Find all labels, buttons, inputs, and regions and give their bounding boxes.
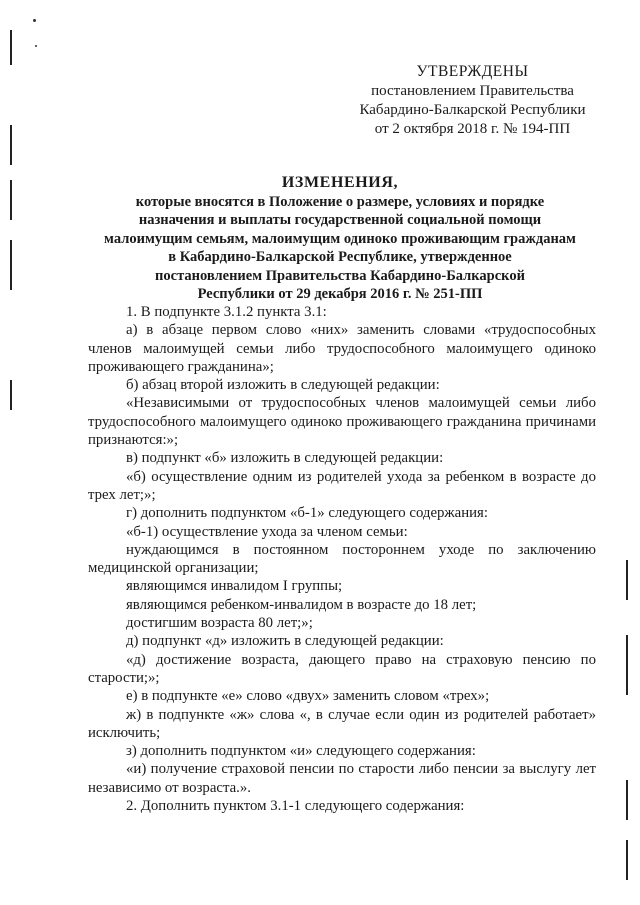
paragraph: являющимся ребенком-инвалидом в возрасте до 18 лет; <box>126 596 477 613</box>
approval-line: постановлением Правительства <box>371 83 574 99</box>
approval-heading: УТВЕРЖДЕНЫ <box>416 63 529 80</box>
scan-speck <box>35 45 37 47</box>
scan-edge-mark <box>626 635 628 695</box>
scan-edge-mark <box>626 780 628 820</box>
title-line: постановлением Правительства Кабардино-Балкарской <box>155 267 525 284</box>
scan-edge-mark <box>10 125 12 165</box>
approval-stamp-block <box>330 62 615 139</box>
title-line: назначения и выплаты государственной социальной помощи <box>138 212 542 229</box>
scan-speck <box>33 19 36 22</box>
paragraph: ж) в подпункте «ж» слова «, в случае если один из родителей работает» исключить; <box>88 706 596 741</box>
paragraph: «Независимыми от трудоспособных членов малоимущей семьи либо трудоспособного малоимущего одиноко проживающего гражданина причинами признаются:»; <box>88 395 596 449</box>
paragraph: з) дополнить подпунктом «и» следующего содержания: <box>126 743 476 760</box>
paragraph: «д) достижение возраста, дающего право на страховую пенсию по старости;»; <box>88 651 596 686</box>
document-title: ИЗМЕНЕНИЯ, <box>281 174 399 191</box>
title-line: Республики от 29 декабря 2016 г. № 251-ПП <box>197 286 483 303</box>
title-line: в Кабардино-Балкарской Республике, утвержденное <box>168 249 512 266</box>
paragraph: б) абзац второй изложить в следующей редакции: <box>126 377 440 394</box>
approval-line: Кабардино-Балкарской Республики <box>359 102 586 118</box>
scan-edge-mark <box>10 240 12 290</box>
scan-edge-mark <box>626 840 628 880</box>
approval-line: от 2 октября 2018 г. № 194-ПП <box>374 121 571 137</box>
paragraph: достигшим возраста 80 лет;»; <box>126 615 313 632</box>
document-body <box>88 303 596 815</box>
scan-edge-mark <box>10 380 12 410</box>
paragraph: г) дополнить подпунктом «б-1» следующего содержания: <box>126 505 488 522</box>
paragraph: е) в подпункте «е» слово «двух» заменить словом «трех»; <box>126 688 490 705</box>
paragraph: «б) осуществление одним из родителей ухода за ребенком в возрасте до трех лет;»; <box>88 468 596 503</box>
paragraph: а) в абзаце первом слово «них» заменить словами «трудоспособных членов малоимущей семьи либо трудоспособного малоимущего одиноко проживающего гражданина»; <box>88 322 596 375</box>
paragraph: д) подпункт «д» изложить в следующей редакции: <box>126 633 444 650</box>
paragraph: нуждающимся в постоянном постороннем уходе по заключению медицинской организации; <box>88 541 596 577</box>
paragraph: «и) получение страховой пенсии по старости либо пенсии за выслугу лет независимо от возраста.». <box>88 761 596 796</box>
paragraph: 2. Дополнить пунктом 3.1-1 следующего содержания: <box>126 798 465 815</box>
paragraph: «б-1) осуществление ухода за членом семьи: <box>126 523 408 540</box>
scan-edge-mark <box>626 560 628 600</box>
paragraph: 1. В подпункте 3.1.2 пункта 3.1: <box>126 304 327 320</box>
document-title-block <box>90 172 590 303</box>
scan-edge-mark <box>10 30 12 65</box>
title-line: малоимущим семьям, малоимущим одиноко проживающим гражданам <box>104 230 576 247</box>
paragraph: являющимся инвалидом I группы; <box>126 578 343 595</box>
scan-edge-mark <box>10 180 12 220</box>
paragraph: в) подпункт «б» изложить в следующей редакции: <box>126 450 444 467</box>
title-line: которые вносятся в Положение о размере, условиях и порядке <box>135 194 545 210</box>
